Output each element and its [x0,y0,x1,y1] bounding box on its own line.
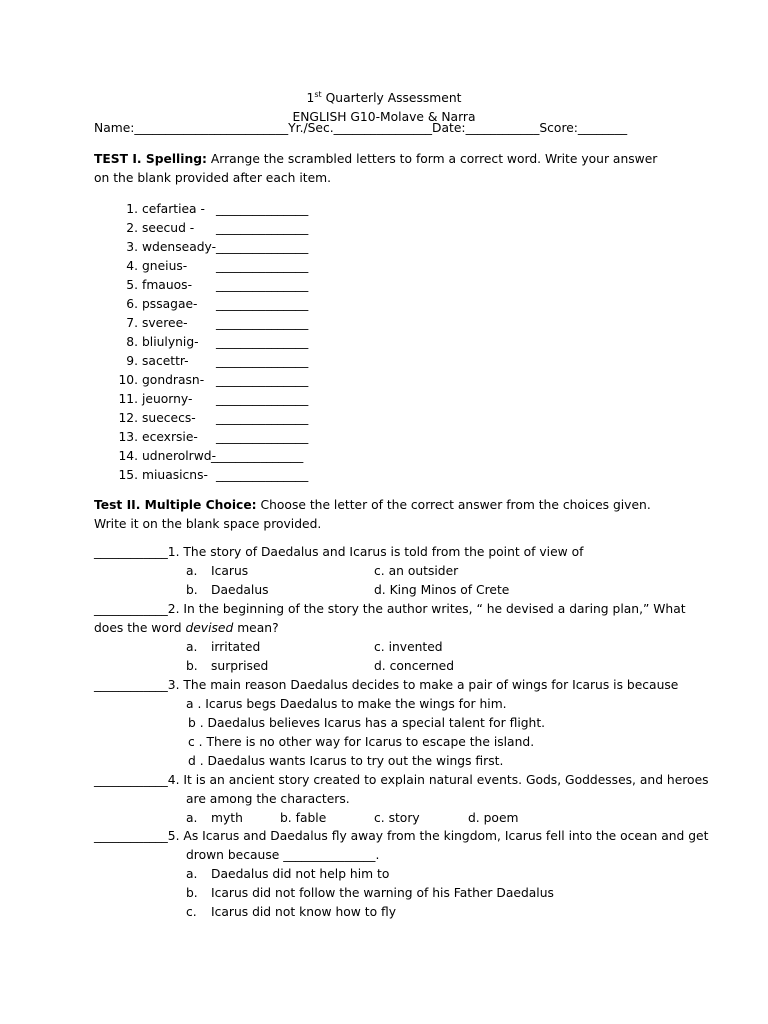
choice-b: Icarus did not follow the warning of his Father Daedalus [211,886,554,900]
item-number: 2. [126,221,138,235]
answer-blank: _______________ [216,335,309,349]
answer-blank: _______________ [216,354,309,368]
item-number: 11. [118,392,138,406]
choice-b: surprised [211,659,269,673]
question-2-continued: does the word devised mean? [94,621,279,635]
scrambled-word: gneius- [142,259,188,273]
item-number: 9. [126,354,138,368]
item-number: 15. [118,468,138,482]
item-number: 14. [118,449,138,463]
scrambled-word: bliulynig- [142,335,199,349]
answer-blank: ____________ [94,773,168,787]
document-title: 1st Quarterly Assessment [306,90,462,106]
scrambled-word: wdenseady- [142,240,217,254]
answer-blank: _______________ [216,316,309,330]
choice-d: d . Daedalus wants Icarus to try out the wings first. [188,754,504,768]
answer-blank: _______________ [216,259,309,273]
question-2: ____________2. In the beginning of the story the author writes, “ he devised a daring plan,” What [94,602,686,616]
answer-blank: _______________ [216,202,309,216]
item-number: 3. [126,240,138,254]
scrambled-word: sveree- [142,316,188,330]
choice-letter: b. [186,886,198,900]
choice-a: myth [211,811,243,825]
answer-blank: _______________ [216,240,309,254]
scrambled-word: jeuorny- [142,392,193,406]
scrambled-word: pssagae- [142,297,198,311]
scrambled-word: udnerolrwd- [142,449,217,463]
item-number: 6. [126,297,138,311]
choice-d: d. King Minos of Crete [374,583,510,597]
choice-letter: b. [186,659,198,673]
answer-blank: _______________ [216,221,309,235]
choice-b: b . Daedalus believes Icarus has a special talent for flight. [188,716,546,730]
choice-a: Icarus [211,564,249,578]
scrambled-word: fmauos- [142,278,193,292]
choice-c: c. story [374,811,420,825]
choice-c: c. invented [374,640,443,654]
item-number: 5. [126,278,138,292]
test2-instructions: Test II. Multiple Choice: Choose the letter of the correct answer from the choices given. Write it on the blank space provided. [94,498,651,531]
question-4-continued: are among the characters. [186,792,350,806]
choice-letter: a. [186,564,198,578]
choice-c: Icarus did not know how to fly [211,905,397,919]
question-5: ____________5. As Icarus and Daedalus fly away from the kingdom, Icarus fell into the ocean and get [94,829,709,843]
choice-c: c . There is no other way for Icarus to escape the island. [188,735,535,749]
question-4: ____________4. It is an ancient story created to explain natural events. Gods, Goddesses, and heroes [94,773,709,787]
scrambled-word: gondrasn- [142,373,205,387]
answer-blank: _______________ [216,392,309,406]
choice-letter: c. [186,905,197,919]
answer-blank: _______________ [216,297,309,311]
choice-a: irritated [211,640,261,654]
item-number: 10. [118,373,138,387]
scrambled-word: miuasicns- [142,468,208,482]
choice-d: d. poem [468,811,519,825]
answer-blank: _______________ [211,449,304,463]
document-subtitle: ENGLISH G10-Molave & Narra [292,109,476,124]
answer-blank: _______________ [216,468,309,482]
scrambled-word: sacettr- [142,354,189,368]
choice-d: d. concerned [374,659,455,673]
answer-blank: _______________ [216,278,309,292]
answer-blank: ____________ [94,678,168,692]
scrambled-word: seecud - [142,221,195,235]
scrambled-word: suececs- [142,411,196,425]
choice-letter: a. [186,867,198,881]
item-number: 12. [118,411,138,425]
answer-blank: ____________ [94,545,168,559]
item-number: 1. [126,202,138,216]
choice-b: Daedalus [211,583,269,597]
answer-blank: _______________ [216,430,309,444]
choice-letter: a. [186,640,198,654]
answer-blank: _______________ [216,411,309,425]
item-number: 8. [126,335,138,349]
item-number: 4. [126,259,138,273]
choice-c: c. an outsider [374,564,459,578]
choice-b: b. fable [280,811,327,825]
question-5-continued: drown because _______________. [186,848,380,862]
name-fields-line: Name:_________________________Yr./Sec.________________Date:____________Score:________ [94,121,628,135]
item-number: 13. [118,430,138,444]
choice-a: a . Icarus begs Daedalus to make the wings for him. [186,697,507,711]
answer-blank: ____________ [94,602,168,616]
answer-blank: _______________ [216,373,309,387]
answer-blank: ____________ [94,829,168,843]
question-3: ____________3. The main reason Daedalus decides to make a pair of wings for Icarus is because [94,678,679,692]
choice-letter: a. [186,811,198,825]
item-number: 7. [126,316,138,330]
choice-a: Daedalus did not help him to [211,867,390,881]
scrambled-word: ecexrsie- [142,430,198,444]
test1-instructions: TEST I. Spelling: Arrange the scrambled letters to form a correct word. Write your answer on the blank provided after each item. [94,152,658,185]
question-1: ____________1. The story of Daedalus and Icarus is told from the point of view of [94,545,584,559]
choice-letter: b. [186,583,198,597]
scrambled-word: cefartiea - [142,202,205,216]
